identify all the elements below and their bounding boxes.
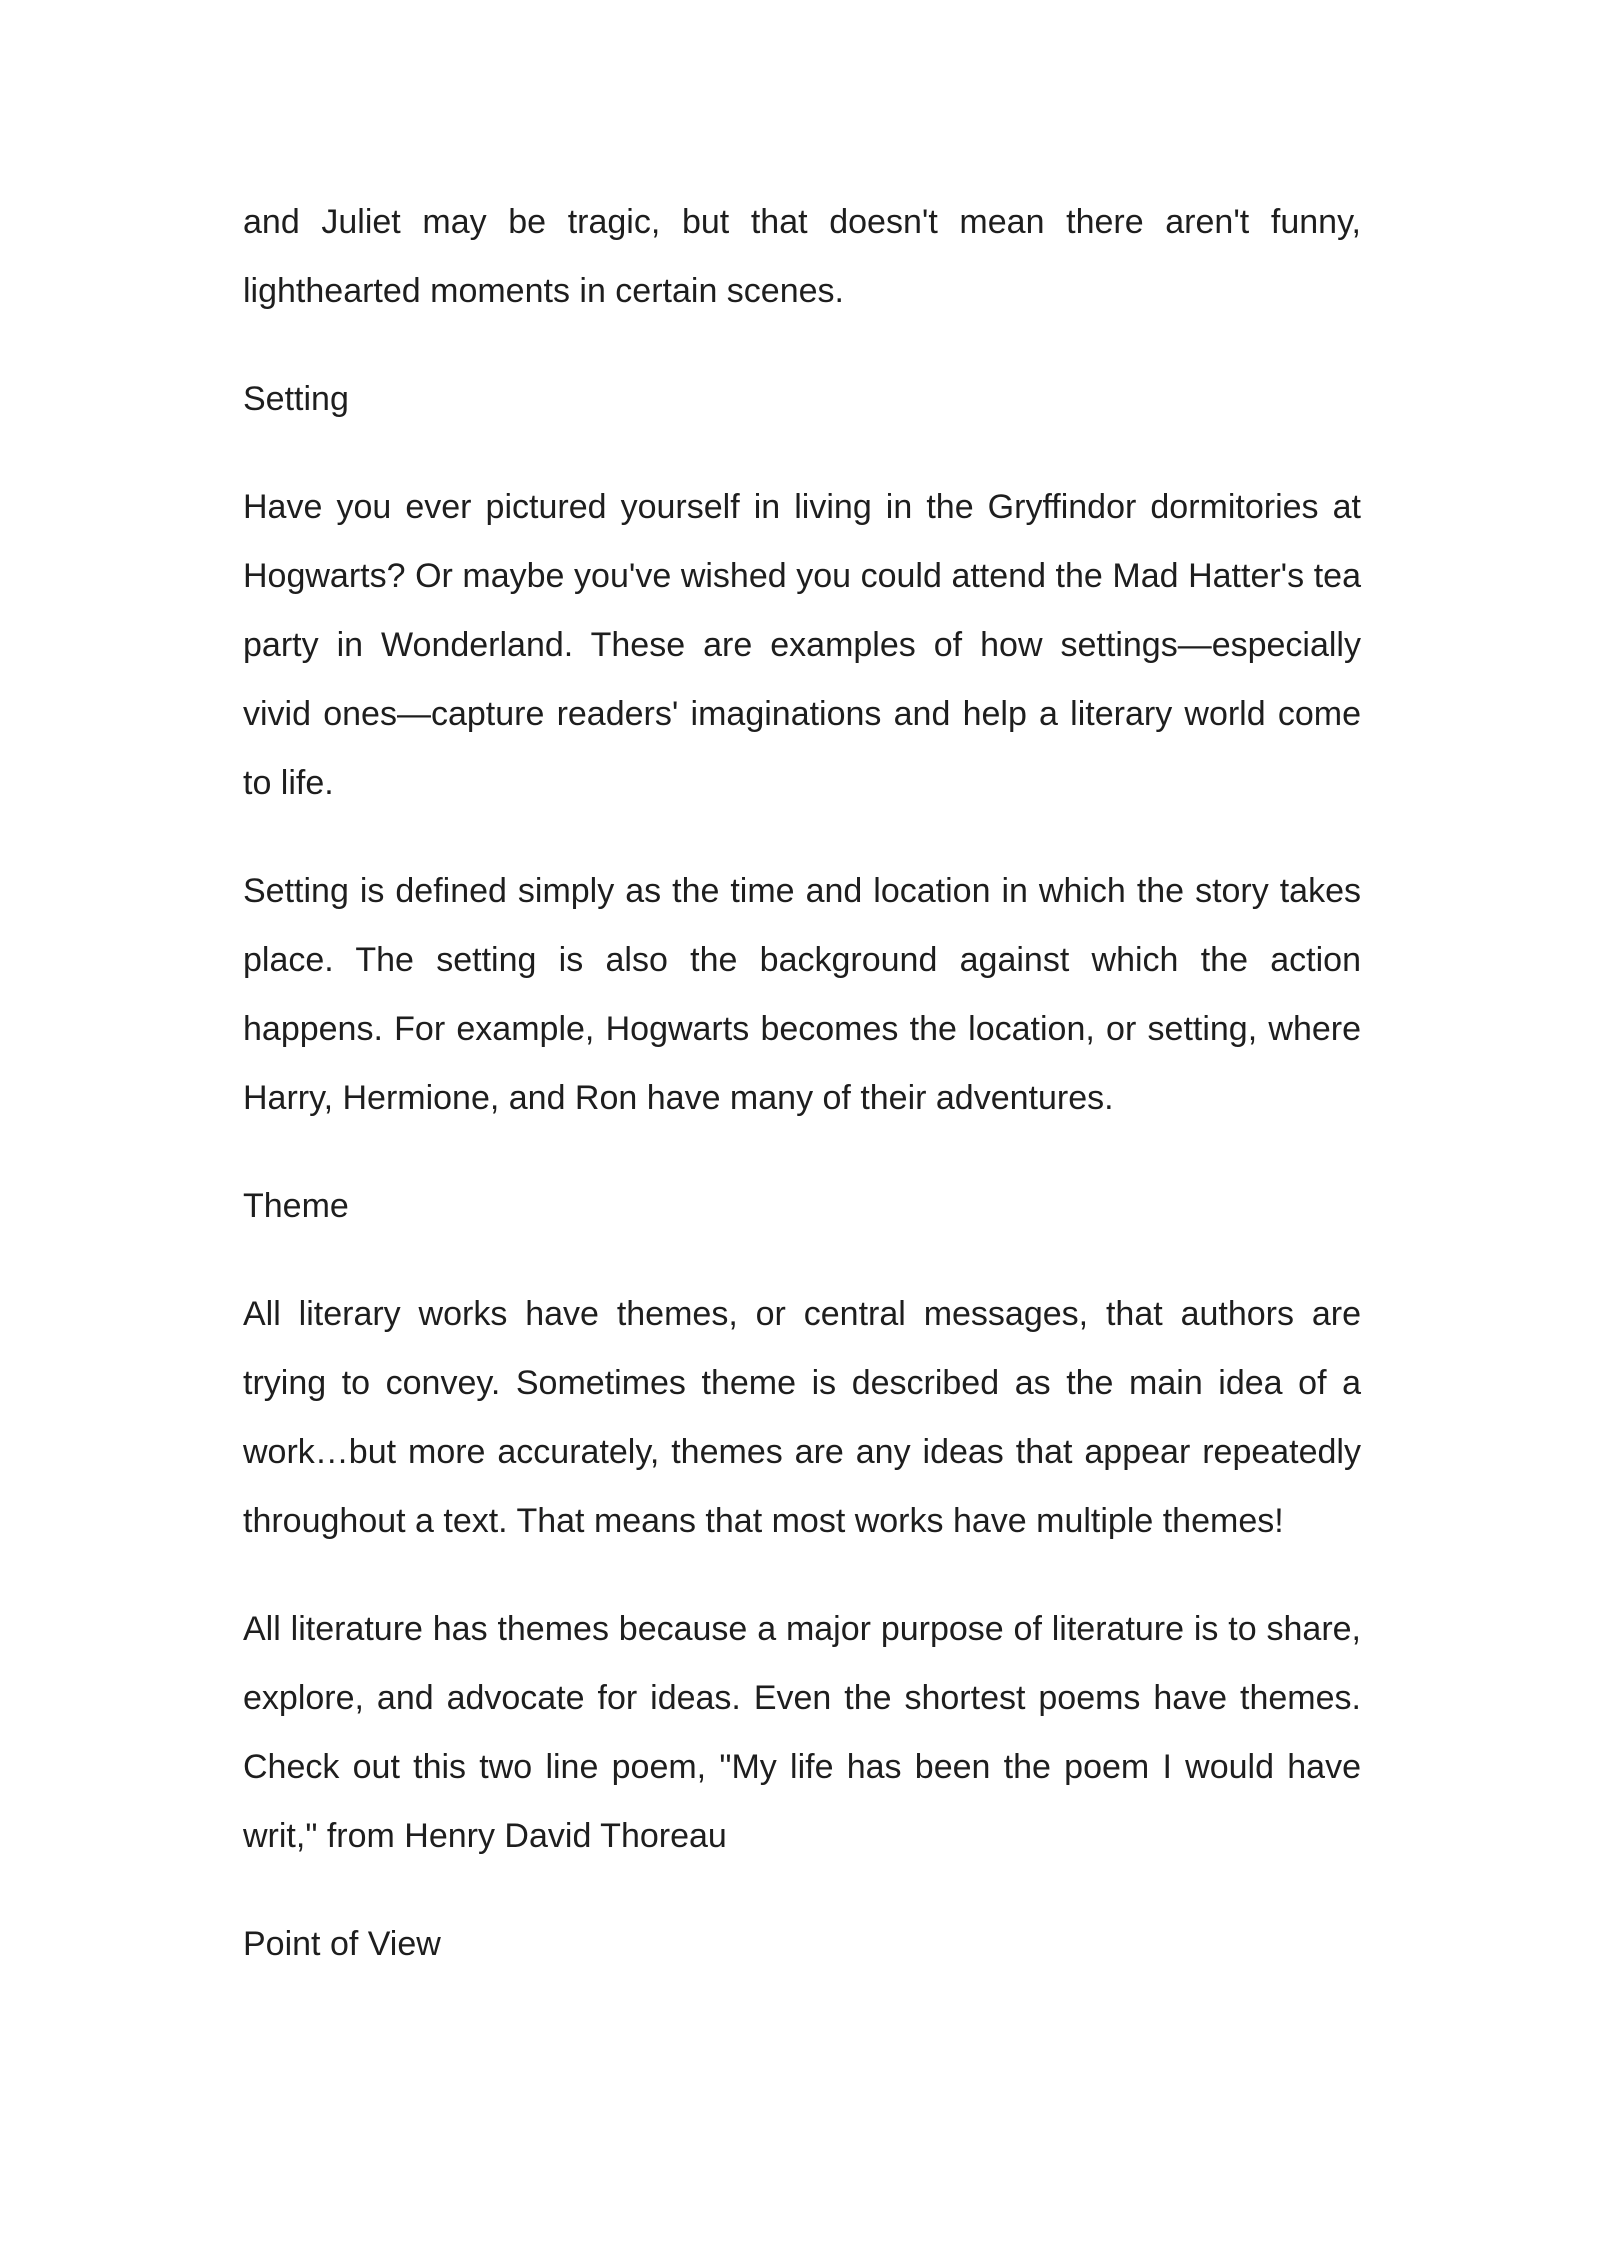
- paragraph-theme-purpose: All literature has themes because a major purpose of literature is to share, explore, and advocate for ideas. Even the shortest poems have themes. Check out this two line poem, "My life has been the poem I would have writ," from Henry David Thoreau: [243, 1610, 1361, 1855]
- paragraph-setting-intro: Have you ever pictured yourself in living in the Gryffindor dormitories at Hogwarts? Or maybe you've wished you could attend the Mad Hatter's tea party in Wonderland. These are examples of how settings—especially vivid ones—capture readers' imaginations and help a literary world come to life.: [243, 488, 1361, 802]
- paragraph-setting-definition: Setting is defined simply as the time and location in which the story takes place. The setting is also the background against which the action happens. For example, Hogwarts becomes the location, or setting, where Harry, Hermione, and Ron have many of their adventures.: [243, 872, 1361, 1117]
- heading-point-of-view: Point of View: [243, 1925, 441, 1963]
- heading-theme: Theme: [243, 1187, 349, 1225]
- heading-setting: Setting: [243, 380, 349, 418]
- document-page: [243, 188, 1361, 2018]
- paragraph-romeo-juliet-continuation: and Juliet may be tragic, but that doesn't mean there aren't funny, lighthearted moments in certain scenes.: [243, 203, 1361, 310]
- paragraph-theme-intro: All literary works have themes, or central messages, that authors are trying to convey. Sometimes theme is described as the main idea of a work…but more accurately, themes are any ideas that appear repeatedly throughout a text. That means that most works have multiple themes!: [243, 1295, 1361, 1540]
